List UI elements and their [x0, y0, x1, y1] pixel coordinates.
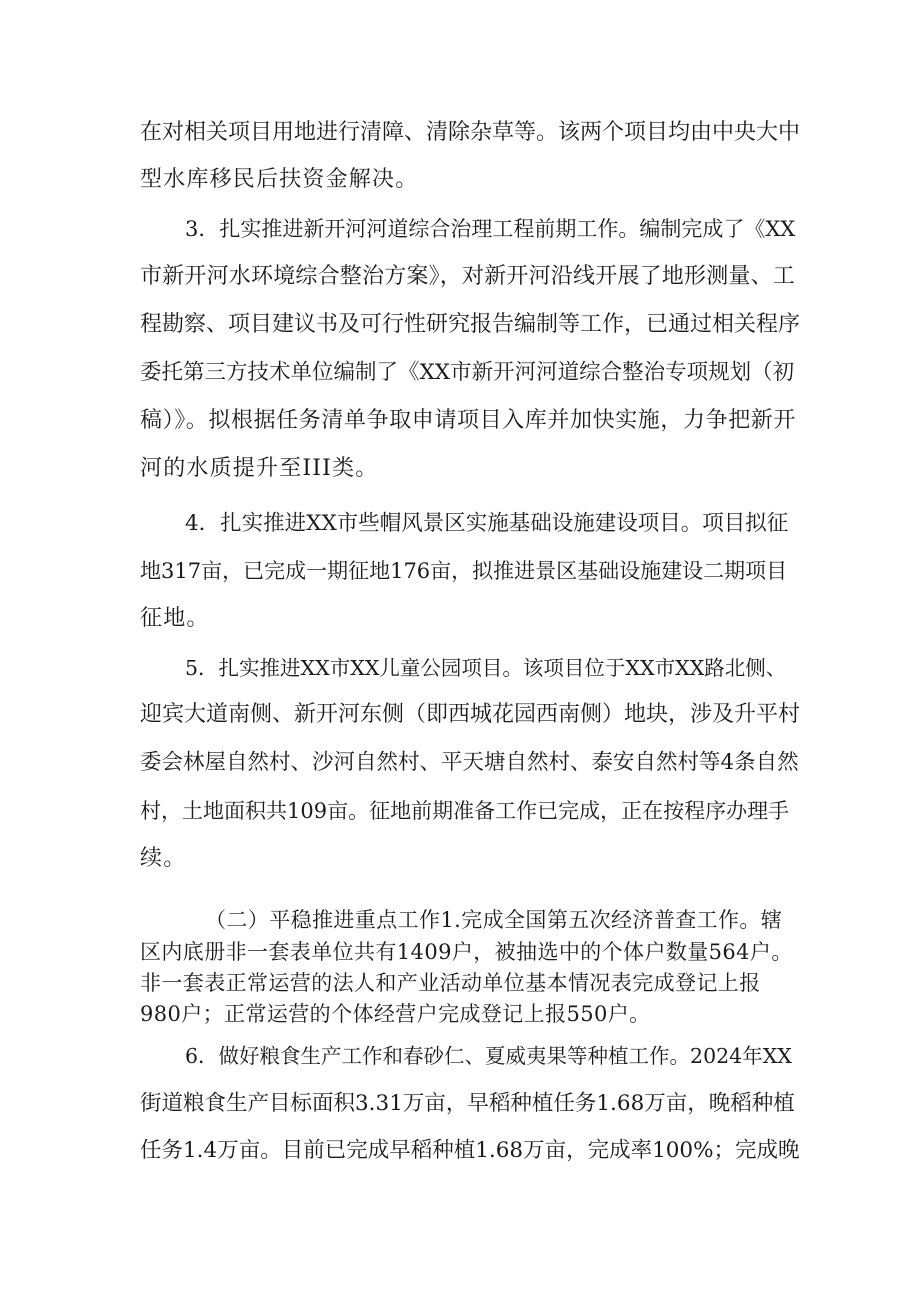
- text-line: 非一套表正常运营的法人和产业活动单位基本情况表完成登记上报: [140, 971, 761, 995]
- text-line: 程勘察、项目建议书及可行性研究报告编制等工作，已通过相关程序: [140, 312, 801, 337]
- text-line: 稿）》。拟根据任务清单争取申请项目入库并加快实施，力争把新开: [140, 408, 797, 433]
- text-line: 地317亩，已完成一期征地176亩，拟推进景区基础设施建设二期项目: [140, 559, 788, 583]
- text-line: 迎宾大道南侧、新开河东侧（即西城花园西南侧）地块，涉及升平村: [140, 702, 801, 727]
- text-line: 6．做好粮食生产工作和春砂仁、夏威夷果等种植工作。2024年XX: [185, 1044, 792, 1068]
- text-line: 4．扎实推进XX市些帽风景区实施基础设施建设项目。项目拟征: [185, 511, 789, 536]
- text-line: 型水库移民后扶资金解决。: [140, 167, 419, 192]
- text-line: 980户；正常运营的个体经营户完成登记上报550户。: [140, 1002, 651, 1026]
- text-line: 3．扎实推进新开河河道综合治理工程前期工作。编制完成了《XX: [185, 217, 796, 241]
- text-line: 任务1.4万亩。目前已完成早稻种植1.68万亩，完成率100%；完成晚: [140, 1138, 800, 1163]
- text-line: 河的水质提升至III类。: [140, 456, 379, 481]
- text-line: 续。: [140, 846, 187, 871]
- text-line: 委托第三方技术单位编制了《XX市新开河河道综合整治专项规划（初: [140, 360, 795, 385]
- text-line: 区内底册非一套表单位共有1409户，被抽选中的个体户数量564户。: [140, 940, 793, 964]
- text-line: 村，土地面积共109亩。征地前期准备工作已完成，正在按程序办理手: [140, 799, 790, 823]
- text-line: 5．扎实推进XX市XX儿童公园项目。该项目位于XX市XX路北侧、: [185, 656, 787, 680]
- text-line: 在对相关项目用地进行清障、清除杂草等。该两个项目均由中央大中: [140, 120, 801, 145]
- text-line: 征地。: [140, 606, 210, 631]
- text-line: （二）平稳推进重点工作1.完成全国第五次经济普查工作。辖: [205, 908, 783, 932]
- text-line: 街道粮食生产目标面积3.31万亩，早稻种植任务1.68万亩，晚稻种植: [140, 1091, 795, 1116]
- text-line: 委会林屋自然村、沙河自然村、平天塘自然村、泰安自然村等4条自然: [140, 750, 799, 775]
- text-line: 市新开河水环境综合整治方案》，对新开河沿线开展了地形测量、工: [140, 264, 796, 289]
